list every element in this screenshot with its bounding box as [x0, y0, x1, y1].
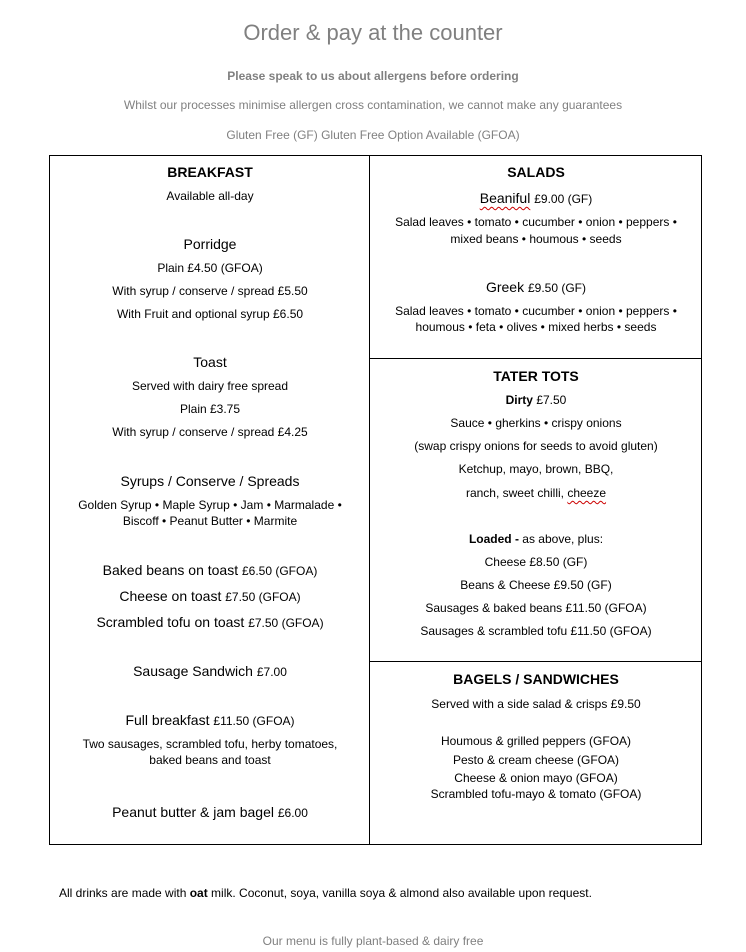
plant-based-footer: Our menu is fully plant-based & dairy free [262, 934, 484, 948]
bagels-heading: BAGELS / SANDWICHES [453, 671, 619, 687]
beans-on-toast-price: £6.50 (GFOA) [241, 564, 318, 578]
toast-title: Toast [193, 354, 227, 370]
greek-price: £9.50 (GF) [527, 281, 587, 295]
bagels-served: Served with a side salad & crisps £9.50 [431, 697, 641, 711]
beaniful-price: £9.00 (GF) [534, 192, 593, 206]
bagel-item-4: Scrambled tofu-mayo & tomato (GFOA) [430, 787, 642, 801]
row-divider-salads [370, 358, 701, 359]
drinks-milk: oat [189, 886, 208, 900]
porridge-plain: Plain £4.50 (GFOA) [157, 261, 263, 275]
spreads-line-1: Golden Syrup • Maple Syrup • Jam • Marmalade • [78, 498, 342, 512]
loaded-tots-name: Loaded - [468, 532, 519, 546]
loaded-beans-cheese: Beans & Cheese £9.50 (GF) [460, 578, 612, 592]
sausage-sandwich-name: Sausage Sandwich [133, 663, 253, 679]
tofu-on-toast-name: Scrambled tofu on toast [96, 614, 245, 630]
cheese-on-toast-name: Cheese on toast [119, 588, 222, 604]
greek-name: Greek [485, 279, 525, 295]
greek-desc-2: houmous • feta • olives • mixed herbs • seeds [415, 320, 657, 334]
cheese-on-toast-price: £7.50 (GFOA) [225, 590, 301, 604]
tofu-on-toast [50, 614, 370, 630]
dirty-tots-sauces-2b: cheeze [567, 486, 607, 500]
toast-plain: Plain £3.75 [179, 402, 241, 416]
dirty-tots-swap: (swap crispy onions for seeds to avoid gluten) [414, 439, 658, 453]
beaniful-name: Beaniful [479, 190, 531, 206]
beaniful-desc-1: Salad leaves • tomato • cucumber • onion • peppers • [395, 215, 677, 229]
loaded-sausages-beans: Sausages & baked beans £11.50 (GFOA) [425, 601, 647, 615]
beans-on-toast-name: Baked beans on toast [102, 562, 239, 578]
toast-note: Served with dairy free spread [131, 379, 289, 393]
greek-desc-1: Salad leaves • tomato • cucumber • onion • peppers • [395, 304, 677, 318]
loaded-tots-suffix: as above, plus: [518, 532, 604, 546]
porridge-title: Porridge [183, 236, 237, 252]
dirty-tots-desc: Sauce • gherkins • crispy onions [450, 416, 622, 430]
salads-heading: SALADS [507, 164, 565, 180]
loaded-sausages-tofu: Sausages & scrambled tofu £11.50 (GFOA) [420, 624, 652, 638]
pbj-bagel-price: £6.00 [277, 806, 308, 820]
toast-syrup: With syrup / conserve / spread £4.25 [112, 425, 308, 439]
porridge-syrup: With syrup / conserve / spread £5.50 [112, 284, 308, 298]
dirty-tots-sauces-2 [371, 486, 701, 500]
cross-contamination-notice: Whilst our processes minimise allergen cross contamination, we cannot make any guarantees [123, 98, 623, 112]
breakfast-availability: Available all-day [166, 189, 254, 203]
drinks-prefix: All drinks are made with [59, 886, 190, 900]
greek-salad [371, 279, 701, 295]
bagel-item-3: Cheese & onion mayo (GFOA) [454, 771, 618, 785]
row-divider-tots [370, 661, 701, 662]
dirty-tots-name: Dirty [505, 393, 533, 407]
bagel-item-1: Houmous & grilled peppers (GFOA) [440, 734, 632, 748]
sausage-sandwich [50, 663, 370, 679]
breakfast-heading: BREAKFAST [167, 164, 253, 180]
dirty-tots-price: £7.50 [536, 393, 567, 407]
bagel-item-2: Pesto & cream cheese (GFOA) [452, 753, 620, 767]
full-breakfast-desc-2: baked beans and toast [149, 753, 271, 767]
loaded-cheese: Cheese £8.50 (GF) [484, 555, 588, 569]
drinks-note [59, 886, 592, 900]
full-breakfast-name: Full breakfast [125, 712, 210, 728]
beaniful-desc-2: mixed beans • houmous • seeds [450, 232, 622, 246]
cheese-on-toast [50, 588, 370, 604]
beans-on-toast [50, 562, 370, 578]
page-title: Order & pay at the counter [243, 20, 503, 45]
full-breakfast-price: £11.50 (GFOA) [213, 714, 295, 728]
drinks-suffix: milk. Coconut, soya, vanilla soya & almond also available upon request. [207, 886, 592, 900]
sausage-sandwich-price: £7.00 [256, 665, 287, 679]
tofu-on-toast-price: £7.50 (GFOA) [248, 616, 324, 630]
full-breakfast [50, 712, 370, 728]
dirty-tots-sauces-2a: ranch, sweet chilli, [465, 486, 568, 500]
allergen-notice: Please speak to us about allergens before ordering [227, 69, 519, 83]
tater-tots-heading: TATER TOTS [493, 368, 579, 384]
gluten-key: Gluten Free (GF) Gluten Free Option Available (GFOA) [226, 128, 520, 142]
spreads-line-2: Biscoff • Peanut Butter • Marmite [122, 514, 298, 528]
dirty-tots-sauces-1: Ketchup, mayo, brown, BBQ, [458, 462, 614, 476]
full-breakfast-desc-1: Two sausages, scrambled tofu, herby tomatoes, [82, 737, 338, 751]
dirty-tots [371, 393, 701, 407]
pbj-bagel-name: Peanut butter & jam bagel [112, 804, 274, 820]
spreads-title: Syrups / Conserve / Spreads [120, 473, 300, 489]
pbj-bagel [50, 804, 370, 820]
loaded-tots [371, 532, 701, 546]
beaniful-salad [371, 190, 701, 206]
porridge-fruit: With Fruit and optional syrup £6.50 [116, 307, 304, 321]
